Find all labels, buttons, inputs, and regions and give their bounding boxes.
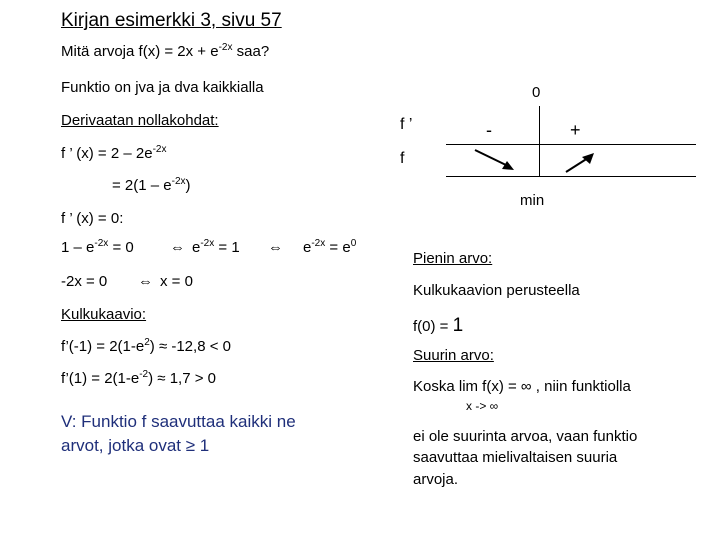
factored-prefix: = 2(1 – e: [112, 177, 172, 194]
equivalence-icon: ⇔: [170, 239, 185, 256]
based-on-text: Kulkukaavion perusteella: [413, 282, 580, 299]
check2-exp: -2: [139, 369, 149, 380]
equivalence-icon: ⇔: [268, 239, 283, 256]
check-line-2: [61, 371, 216, 386]
table-vertical-line: [539, 106, 540, 176]
answer-line-2: arvot, jotka ovat ≥ 1: [61, 436, 210, 455]
decreasing-arrow-icon: [470, 144, 520, 174]
course-heading: Kulkukaavio:: [61, 306, 147, 323]
eq1-e: e: [303, 239, 312, 256]
eq1-d: = 1: [214, 239, 240, 256]
equation-line-1-end: [303, 240, 356, 255]
derivative-zero-line: f ’ (x) = 0:: [61, 210, 124, 227]
eq1-c: e: [192, 239, 201, 256]
derivative-heading: Derivaatan nollakohdat:: [61, 112, 219, 129]
page-title: Kirjan esimerkki 3, sivu 57: [61, 10, 282, 31]
table-minus-sign: -: [486, 120, 492, 140]
question-exponent: -2x: [218, 42, 233, 53]
factored-suffix: ): [185, 177, 191, 194]
check1-exp: 2: [144, 337, 150, 348]
derivative-factored: [112, 178, 191, 193]
question-suffix: saa?: [232, 43, 270, 60]
conclusion-line-3: arvoja.: [413, 471, 459, 488]
table-zero-label: 0: [532, 84, 541, 101]
eq1-f-exp: 0: [350, 238, 357, 249]
factored-exponent: -2x: [171, 176, 186, 187]
equation-line-2b: x = 0: [160, 273, 193, 290]
max-heading: Suurin arvo:: [413, 347, 494, 364]
equivalence-icon: ⇔: [138, 273, 153, 290]
eq1-c-exp: -2x: [200, 238, 215, 249]
table-row-derivative: f ’: [400, 116, 413, 133]
equation-line-1-mid: [192, 240, 240, 255]
check1-suffix: ) ≈ -12,8 < 0: [149, 338, 231, 355]
conclusion-line-1: ei ole suurinta arvoa, vaan funktio: [413, 428, 638, 445]
question-prefix: Mitä arvoja f(x) = 2x + e: [61, 43, 219, 60]
conclusion-line-2: saavuttaa mielivaltaisen suuria: [413, 449, 618, 466]
eq1-f: = e: [325, 239, 351, 256]
check2-suffix: ) ≈ 1,7 > 0: [148, 370, 216, 387]
table-plus-sign: +: [570, 120, 581, 140]
derivative-line: [61, 146, 166, 161]
table-row-function: f: [400, 150, 405, 167]
limit-text: Koska lim f(x) = ∞ , niin funktiolla: [413, 378, 631, 395]
check1-prefix: f’(-1) = 2(1-e: [61, 338, 145, 355]
answer-line-1: V: Funktio f saavuttaa kaikki ne: [61, 412, 296, 431]
eq1-a: 1 – e: [61, 239, 95, 256]
equation-line-1: [61, 240, 134, 255]
equation-line-2a: -2x = 0: [61, 273, 108, 290]
eq1-a-exp: -2x: [94, 238, 109, 249]
check2-prefix: f’(1) = 2(1-e: [61, 370, 140, 387]
limit-subscript: x -> ∞: [466, 399, 499, 413]
table-min-label: min: [520, 192, 545, 209]
question-line: [61, 44, 269, 59]
derivative-prefix: f ’ (x) = 2 – 2e: [61, 145, 153, 162]
continuity-line: Funktio on jva ja dva kaikkialla: [61, 79, 264, 96]
f0-value: 1: [452, 315, 464, 336]
f0-label: f(0) =: [413, 318, 453, 335]
eq1-b: = 0: [108, 239, 134, 256]
eq1-e-exp: -2x: [311, 238, 326, 249]
derivative-exponent: -2x: [152, 144, 167, 155]
increasing-arrow-icon: [560, 148, 600, 178]
f0-line: [413, 316, 463, 335]
min-heading: Pienin arvo:: [413, 250, 493, 267]
check-line-1: [61, 339, 231, 354]
